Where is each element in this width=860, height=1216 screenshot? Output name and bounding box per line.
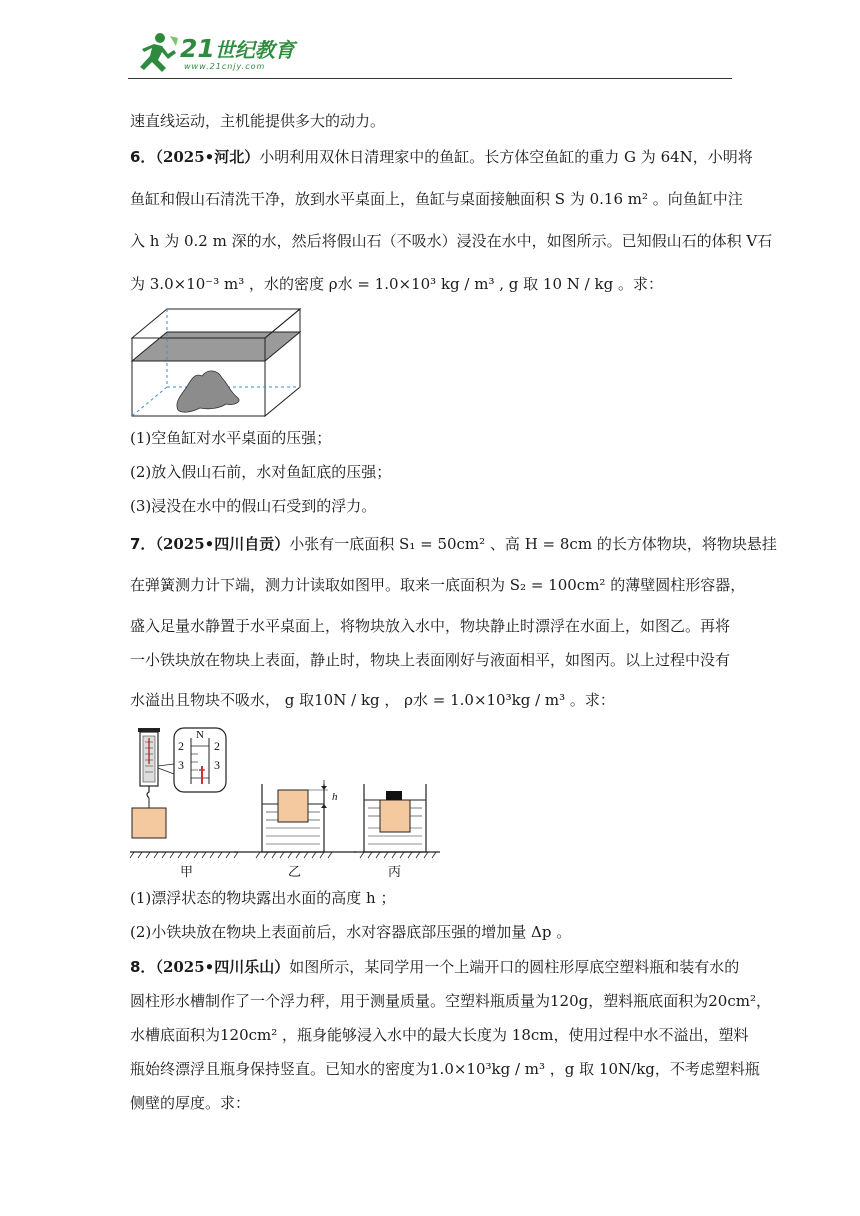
q7-sub-2: (2)小铁块放在物块上表面前后，水对容器底部压强的增加量 Δp 。 [130, 923, 572, 941]
q8-source: （2025•四川乐山） [155, 958, 290, 976]
rock-shape [177, 371, 239, 412]
bing-ground-hatch [360, 852, 436, 858]
q8-line-3: 水槽底面积为120cm² ，瓶身能够浸入水中的最大长度为 18cm，使用过程中水不溢出，塑料 [130, 1026, 749, 1044]
q8-line-5: 侧壁的厚度。求： [130, 1094, 251, 1112]
jia-apparatus [130, 728, 238, 858]
q8-line-2: 圆柱形水槽制作了一个浮力秤，用于测量质量。空塑料瓶质量为120g，塑料瓶底面积为20cm²， [130, 992, 771, 1010]
q8-text-1: 如图所示，某同学用一个上端开口的圆柱形厚底空塑料瓶和装有水的 [289, 958, 740, 976]
header-divider [128, 78, 732, 79]
logo-url: www.21cnjy.com [184, 62, 266, 71]
q7-text-1: 小张有一底面积 S₁ = 50cm² 、高 H = 8cm 的长方体物块，将物块悬挂 [289, 535, 777, 553]
spring-scale-figure [128, 724, 440, 884]
q7-line-3: 盛入足量水静置于水平桌面上，将物块放入水中，物块静止时漂浮在水面上，如图乙。再将 [130, 617, 731, 635]
q7-line-5: 水溢出且物块不吸水， g 取10N / kg ， ρ水 = 1.0×10³kg / m³ 。求： [130, 691, 615, 709]
logo-number: 21 [180, 34, 215, 63]
line-0: 速直线运动，主机能提供多大的动力。 [130, 112, 386, 130]
q6-number: 6． [130, 148, 156, 166]
q6-sub-1: (1)空鱼缸对水平桌面的压强； [130, 429, 332, 447]
logo-chinese: 世纪教育 [214, 38, 295, 62]
scale-n-label: N [196, 729, 204, 741]
logo-text [180, 34, 295, 63]
q6-line-3: 入 h 为 0.2 m 深的水，然后将假山石（不吸水）浸没在水中，如图所示。已知假山石的体积 V石 [130, 232, 773, 250]
page-header [128, 30, 732, 78]
q7-line-4: 一小铁块放在物块上表面，静止时，物块上表面刚好与液面相平，如图丙。以上过程中没有 [130, 651, 731, 669]
yi-apparatus [234, 780, 356, 858]
q6-line-2: 鱼缸和假山石清洗干净，放到水平桌面上，鱼缸与桌面接触面积 S 为 0.16 m² 。向鱼缸中注 [130, 190, 743, 208]
q7-line-2: 在弹簧测力计下端，测力计读取如图甲。取来一底面积为 S₂ = 100cm² 的薄壁圆柱形容器， [130, 576, 746, 594]
q6-sub-2: (2)放入假山石前，水对鱼缸底的压强； [130, 463, 392, 481]
scale-2-right: 2 [214, 739, 220, 753]
scale-3-right: 3 [214, 758, 220, 772]
caption-yi: 乙 [288, 865, 302, 880]
bing-apparatus [354, 784, 440, 858]
q7-number: 7． [130, 535, 156, 553]
scale-2-left: 2 [178, 739, 184, 753]
q6-source: （2025•河北） [155, 148, 260, 166]
scale-3-left: 3 [178, 758, 184, 772]
yi-ground-hatch [256, 852, 332, 858]
q8-line-4: 瓶始终漂浮且瓶身保持竖直。已知水的密度为1.0×10³kg / m³ ，g 取 10N/kg，不考虑塑料瓶 [130, 1060, 760, 1078]
q6-line-4: 为 3.0×10⁻³ m³ ，水的密度 ρ水 = 1.0×10³ kg / m³ , g 取 10 N / kg 。求： [130, 275, 663, 293]
caption-bing: 丙 [388, 865, 402, 880]
q7-line-1 [130, 533, 777, 555]
q8-line-1 [130, 956, 740, 978]
q6-sub-3: (3)浸没在水中的假山石受到的浮力。 [130, 497, 377, 515]
fish-tank-figure [130, 306, 302, 420]
jia-ground-hatch [130, 852, 238, 858]
q6-text-1: 小明利用双休日清理家中的鱼缸。长方体空鱼缸的重力 G 为 64N，小明将 [259, 148, 753, 166]
caption-jia: 甲 [180, 865, 194, 880]
h-label: h [332, 791, 338, 803]
q7-sub-1: (1)漂浮状态的物块露出水面的高度 h ； [130, 889, 396, 907]
q6-line-1 [130, 146, 753, 168]
runner-logo-icon [132, 32, 178, 74]
q7-source: （2025•四川自贡） [155, 535, 290, 553]
q8-number: 8． [130, 958, 156, 976]
